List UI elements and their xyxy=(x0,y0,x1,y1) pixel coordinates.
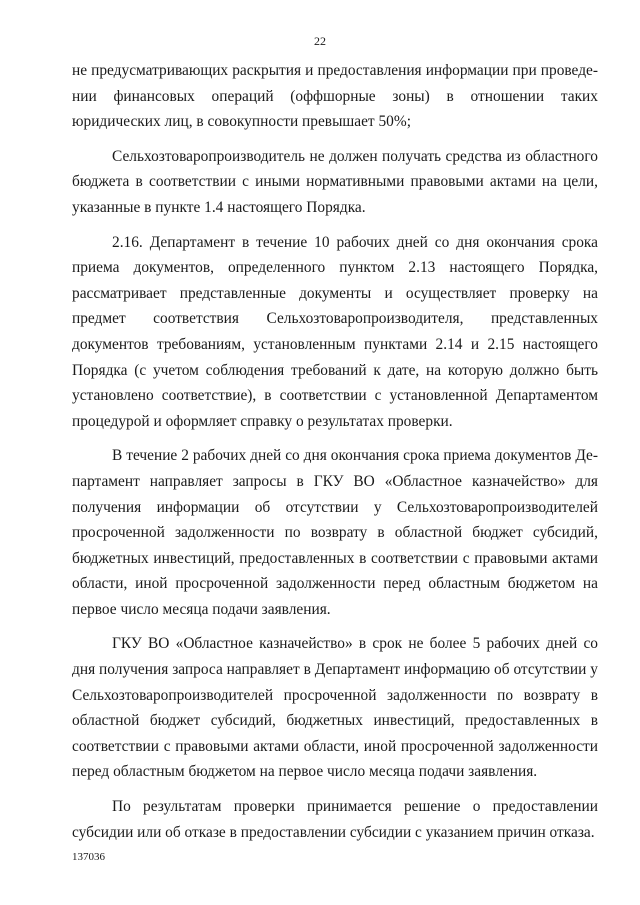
document-code: 137036 xyxy=(72,851,105,863)
document-body xyxy=(72,58,598,854)
paragraph-decision: По результатам проверки принимается решение о предоставлении субсидии или об отказе в предоставлении субсидии с указанием причин отказа. xyxy=(72,798,598,841)
paragraph-treasury-request: В течение 2 рабочих дней со дня окончания срока приема документов Департамент направляет запросы в ГКУ ВО «Областное казначейство» для получения информации об отсутствии у Сельхозтоваропроизводителей просроченной задолженности по возврату в областной бюджет субсидий, бюджетных инвестиций, предоставленных в соответствии с правовыми актами области, иной просроченной задолженности перед областным бюджетом на первое число месяца подачи заявления. xyxy=(72,447,598,618)
paragraph-no-other-funding: Сельхозтоваропроизводитель не должен получать средства из областного бюджета в соответствии с иными нормативными правовыми актами на цели, указанные в пункте 1.4 настоящего Порядка. xyxy=(72,147,598,216)
paragraph-2-16-review: 2.16. Департамент в течение 10 рабочих дней со дня окончания срока приема документов, определенного пунктом 2.13 настоящего Порядка, рассматривает представленные документы и осуществляет проверку на предмет соответствия Сельхозтоваропроизводителя, представленных документов требованиям, установленным пунктами 2.14 и 2.15 настоящего Порядка (с учетом соблюдения требований к дате, на которую должно быть установлено соответствие), в соответствии с установленной Департаментом процедурой и оформляет справку о результатах проверки. xyxy=(72,233,598,430)
paragraph-treasury-response: ГКУ ВО «Областное казначейство» в срок не более 5 рабочих дней со дня получения запроса направляет в Департамент информацию об отсутствии у Сельхозтоваропроизводителей просроченной задолженности по возврату в областной бюджет субсидий, бюджетных инвестиций, предоставленных в соответствии с правовыми актами области, иной просроченной задолженности перед областным бюджетом на первое число месяца подачи заявления. xyxy=(72,635,598,781)
page-number: 22 xyxy=(314,34,326,48)
paragraph-offshore-continuation: не предусматривающих раскрытия и предоставления информации при проведении финансовых операций (оффшорные зоны) в отношении таких юридических лиц, в совокупности превышает 50%; xyxy=(72,62,598,131)
